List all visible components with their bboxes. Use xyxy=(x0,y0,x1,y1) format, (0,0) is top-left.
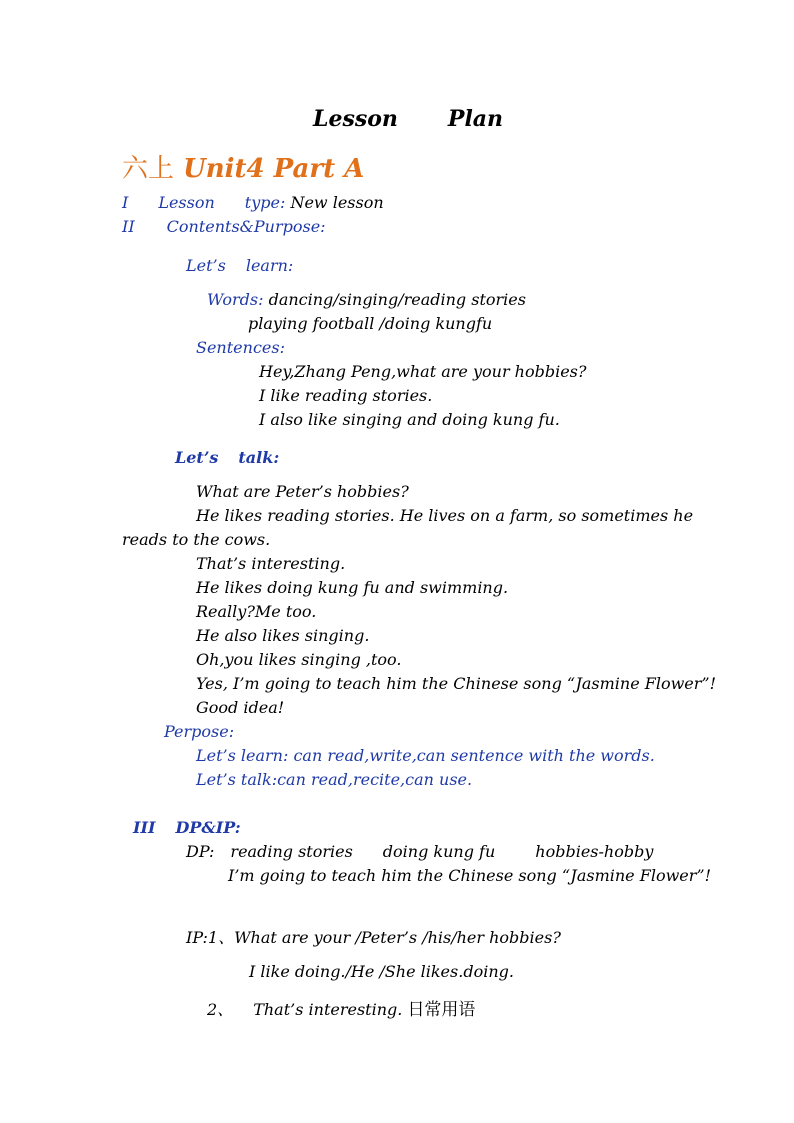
unit-heading xyxy=(122,152,364,186)
ip1-question: What are your /Peter’s /his/her hobbies? xyxy=(234,928,561,947)
lets-talk-label: Let’s xyxy=(175,448,219,467)
lets-learn-heading xyxy=(186,255,293,277)
title-word-plan: Plan xyxy=(447,106,504,132)
dp-item: reading stories xyxy=(230,842,353,861)
purpose-label: Perpose: xyxy=(164,722,235,741)
lesson-type-label: Lesson xyxy=(158,193,215,212)
ip2-text: That’s interesting. xyxy=(253,1000,403,1019)
page-title xyxy=(313,104,503,134)
sentence-line: I like reading stories. xyxy=(259,386,433,405)
ip1-label: IP:1、 xyxy=(186,928,235,947)
dp-item: doing kung fu xyxy=(382,842,496,861)
sentence-line: Hey,Zhang Peng,what are your hobbies? xyxy=(259,362,587,381)
lets-learn-label: Let’s xyxy=(186,256,226,275)
dialogue-line: He also likes singing. xyxy=(196,626,370,645)
section-numeral-3: III xyxy=(133,818,156,837)
sentence-line: I also like singing and doing kung fu. xyxy=(259,410,560,429)
dp-ip-label: DP&IP: xyxy=(175,818,241,837)
unit-heading-cn: 六上 xyxy=(122,154,175,184)
dialogue-line: Really?Me too. xyxy=(196,602,317,621)
ip2-line xyxy=(207,999,475,1021)
lesson-type-line xyxy=(122,192,384,214)
lesson-type-value: New lesson xyxy=(290,193,384,212)
words-list-1: dancing/singing/reading stories xyxy=(268,290,526,309)
dp-ip-heading xyxy=(133,817,241,839)
dialogue-line: reads to the cows. xyxy=(122,530,271,549)
contents-purpose-label: Contents&Purpose: xyxy=(166,217,326,236)
lets-learn-label-2: learn: xyxy=(245,256,294,275)
dp-line xyxy=(186,841,653,863)
section-numeral-2: II xyxy=(122,217,135,236)
dp-sentence: I’m going to teach him the Chinese song “Jasmine Flower”! xyxy=(228,866,712,885)
dialogue-line: Yes, I’m going to teach him the Chinese song “Jasmine Flower”! xyxy=(196,674,717,693)
dialogue-line: What are Peter’s hobbies? xyxy=(196,482,409,501)
words-line-1 xyxy=(207,289,526,311)
section-numeral-1: I xyxy=(122,193,129,212)
words-line-2: playing football /doing kungfu xyxy=(248,314,493,333)
title-word-lesson: Lesson xyxy=(313,106,398,132)
words-label: Words: xyxy=(207,290,264,309)
dialogue-line: He likes reading stories. He lives on a farm, so sometimes he xyxy=(196,506,694,525)
lesson-type-label-2: type: xyxy=(244,193,286,212)
lets-talk-heading xyxy=(175,447,279,469)
dialogue-line: He likes doing kung fu and swimming. xyxy=(196,578,509,597)
dialogue-line: Good idea! xyxy=(196,698,285,717)
ip2-note: 日常用语 xyxy=(407,1000,476,1020)
ip1-line xyxy=(186,927,561,949)
ip2-label: 2、 xyxy=(207,1000,234,1019)
purpose-talk: Let’s talk:can read,recite,can use. xyxy=(196,770,473,789)
dp-label: DP: xyxy=(186,842,215,861)
purpose-learn: Let’s learn: can read,write,can sentence with the words. xyxy=(196,746,655,765)
unit-heading-en: Unit4 Part A xyxy=(183,154,365,184)
dialogue-line: Oh,you likes singing ,too. xyxy=(196,650,402,669)
lets-talk-label-2: talk: xyxy=(238,448,280,467)
dialogue-line: That’s interesting. xyxy=(196,554,346,573)
contents-purpose-line xyxy=(122,216,326,238)
sentences-label: Sentences: xyxy=(196,338,285,357)
ip1-answer: I like doing./He /She likes.doing. xyxy=(249,962,514,981)
dp-item: hobbies-hobby xyxy=(535,842,654,861)
